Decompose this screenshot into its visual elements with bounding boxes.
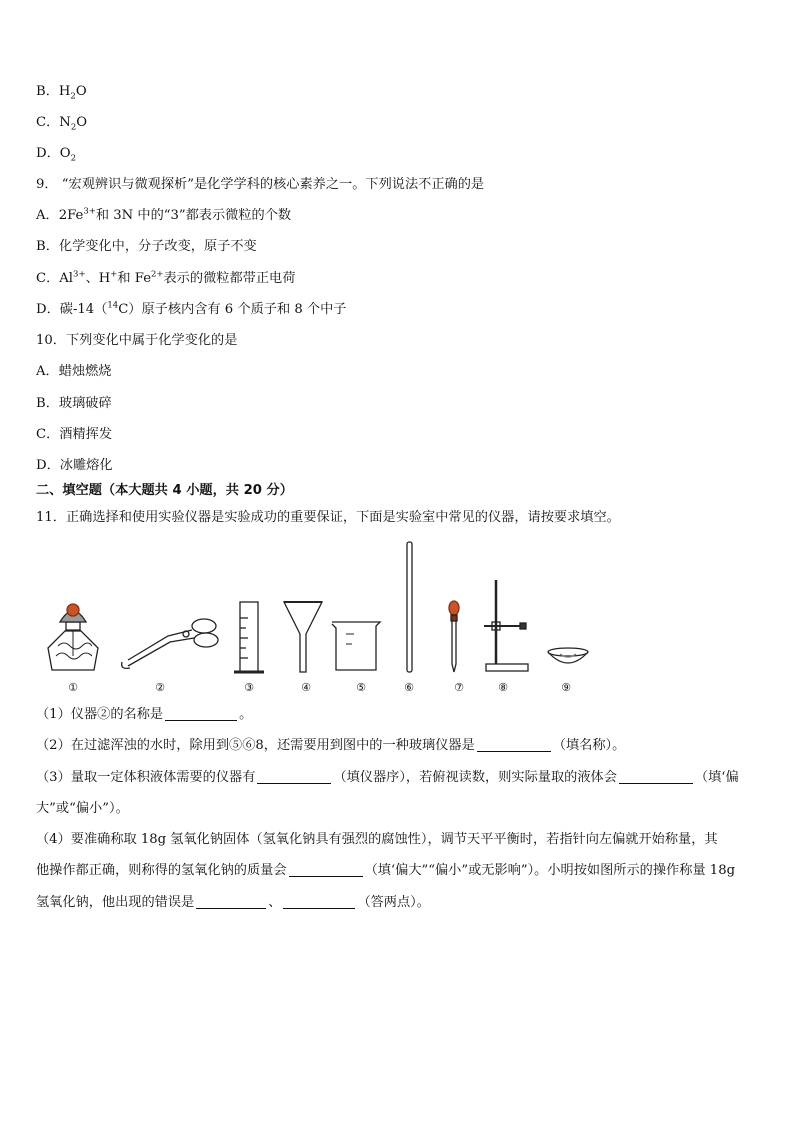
evaporating-dish-icon — [548, 648, 588, 663]
iron-stand-icon — [484, 580, 528, 671]
answer-blank[interactable] — [165, 706, 237, 721]
q9-option-b: B．化学变化中，分子改变，原子不变 — [36, 239, 257, 254]
q10-stem: 10．下列变化中属于化学变化的是 — [36, 333, 238, 348]
q11-part4-line1: （4）要准确称取 18g 氢氧化钠固体（氢氧化钠具有强烈的腐蚀性），调节天平平衡时，若指针向左偏就开始称量，其 — [36, 832, 718, 847]
beaker-icon — [332, 622, 380, 670]
crucible-tongs-icon — [122, 619, 218, 668]
label-6: ⑥ — [404, 681, 414, 694]
alcohol-lamp-icon — [48, 604, 98, 670]
dropper-icon — [449, 601, 459, 672]
answer-blank[interactable] — [477, 737, 551, 752]
funnel-icon — [284, 602, 322, 672]
option-c: C．$N_2O$ — [36, 115, 88, 133]
q11-part1: （1）仪器②的名称是 。 — [36, 707, 253, 722]
label-5: ⑤ — [356, 681, 366, 694]
label-1: ① — [68, 681, 78, 694]
q10-option-a: A．蜡烛燃烧 — [36, 364, 112, 379]
answer-blank[interactable] — [619, 769, 693, 784]
label-8: ⑧ — [498, 681, 508, 694]
q11-part3: （3）量取一定体积液体需要的仪器有 （填仪器序），若俯视读数，则实际量取的液体会 （填‘偏 — [36, 770, 739, 785]
q10-option-b: B．玻璃破碎 — [36, 396, 112, 411]
graduated-cylinder-icon — [234, 602, 264, 672]
label-4: ④ — [301, 681, 311, 694]
label-7: ⑦ — [454, 681, 464, 694]
option-b: B．$H_2O$ — [36, 84, 87, 102]
q10-option-c: C．酒精挥发 — [36, 427, 113, 442]
q11-part4-line2: 他操作都正确，则称得的氢氧化钠的质量会 （填‘偏大”“偏小”或无影响”）。小明按如图所示的操作称量 18g — [36, 863, 736, 878]
q9-option-c: C．$Al^{3+}$、H+和 $Fe^{2+}$表示的微粒都带正电荷 — [36, 269, 296, 286]
q11-part4-line3: 氢氧化钠，他出现的错误是 、 （答两点）。 — [36, 895, 430, 910]
q11-part3-cont: 大”或“偏小”）。 — [36, 801, 129, 816]
label-9: ⑨ — [561, 681, 571, 694]
q10-option-d: D．冰雕熔化 — [36, 458, 113, 473]
answer-blank[interactable] — [289, 862, 363, 877]
answer-blank[interactable] — [196, 894, 266, 909]
q11-part2: （2）在过滤浑浊的水时，除用到⑤⑥8，还需要用到图中的一种玻璃仪器是 （填名称）。 — [36, 738, 626, 753]
q9-stem: 9． “宏观辨识与微观探析”是化学学科的核心素养之一。下列说法不正确的是 — [36, 177, 485, 192]
answer-blank[interactable] — [257, 769, 331, 784]
label-3: ③ — [244, 681, 254, 694]
option-d: D．$O_2$ — [36, 146, 76, 164]
section-heading: 二、填空题（本大题共 4 小题，共 20 分） — [36, 483, 293, 498]
lab-apparatus-figure — [36, 538, 596, 698]
answer-blank[interactable] — [283, 894, 355, 909]
q9-option-d: D．碳-14（$^{14}$C）原子核内含有 6 个质子和 8 个中子 — [36, 300, 347, 317]
label-2: ② — [155, 681, 165, 694]
q11-stem: 11．正确选择和使用实验仪器是实验成功的重要保证，下面是实验室中常见的仪器，请按要求填空。 — [36, 510, 620, 525]
q9-option-a: A．$2Fe^{3+}$和 3N 中的“3”都表示微粒的个数 — [36, 206, 292, 223]
glass-rod-icon — [407, 542, 412, 672]
